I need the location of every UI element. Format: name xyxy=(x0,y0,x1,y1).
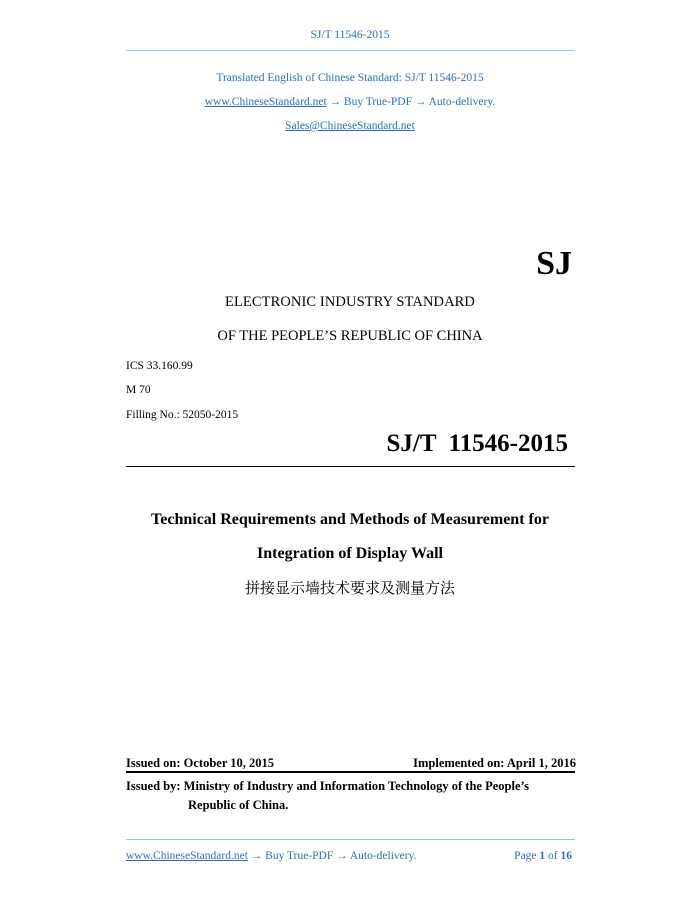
standard-logo: SJ xyxy=(536,245,572,282)
title-en-line-2: Integration of Display Wall xyxy=(257,545,443,562)
header-divider xyxy=(126,50,575,51)
sales-line xyxy=(0,120,700,132)
purchase-text: → Buy True-PDF → Auto-delivery. xyxy=(326,96,496,108)
classification-code: M 70 xyxy=(126,384,151,396)
ics-code: ICS 33.160.99 xyxy=(126,360,193,372)
purchase-line xyxy=(0,96,700,108)
title-en-line-1: Technical Requirements and Methods of Measurement for xyxy=(151,511,549,528)
sales-email-link[interactable]: Sales@ChineseStandard.net xyxy=(285,120,415,132)
page-total: 16 xyxy=(560,850,572,862)
organization-line-2: OF THE PEOPLE’S REPUBLIC OF CHINA xyxy=(217,328,483,344)
footer-divider xyxy=(126,839,575,840)
issuer-line-2: Republic of China. xyxy=(188,798,289,812)
issued-date: Issued on: October 10, 2015 xyxy=(126,756,275,770)
footer-purchase-line xyxy=(126,850,416,862)
organization-line-1: ELECTRONIC INDUSTRY STANDARD xyxy=(224,294,476,310)
issuer-line-1: Issued by: Ministry of Industry and Information Technology of the People’s xyxy=(126,779,530,793)
footer-purchase-text: → Buy True-PDF → Auto-delivery. xyxy=(247,850,417,862)
page-number xyxy=(514,850,572,862)
page-label: Page xyxy=(514,850,537,862)
page-of-label: of xyxy=(548,850,558,862)
dates-divider xyxy=(126,771,575,773)
code-divider xyxy=(126,466,575,467)
footer-website-link[interactable]: www.ChineseStandard.net xyxy=(126,850,248,862)
standard-code-text: SJ/T 11546-2015 xyxy=(386,430,568,457)
title-chinese: 拼接显示墙技术要求及测量方法 xyxy=(244,579,455,597)
page-current: 1 xyxy=(539,850,546,862)
website-link[interactable]: www.ChineseStandard.net xyxy=(204,96,327,108)
filling-number: Filling No.: 52050-2015 xyxy=(126,409,239,421)
standard-code xyxy=(386,430,568,458)
translation-notice: Translated English of Chinese Standard: SJ/T 11546-2015 xyxy=(216,72,484,84)
implementation-date: Implemented on: April 1, 2016 xyxy=(413,756,576,770)
running-header: SJ/T 11546-2015 xyxy=(310,29,390,41)
